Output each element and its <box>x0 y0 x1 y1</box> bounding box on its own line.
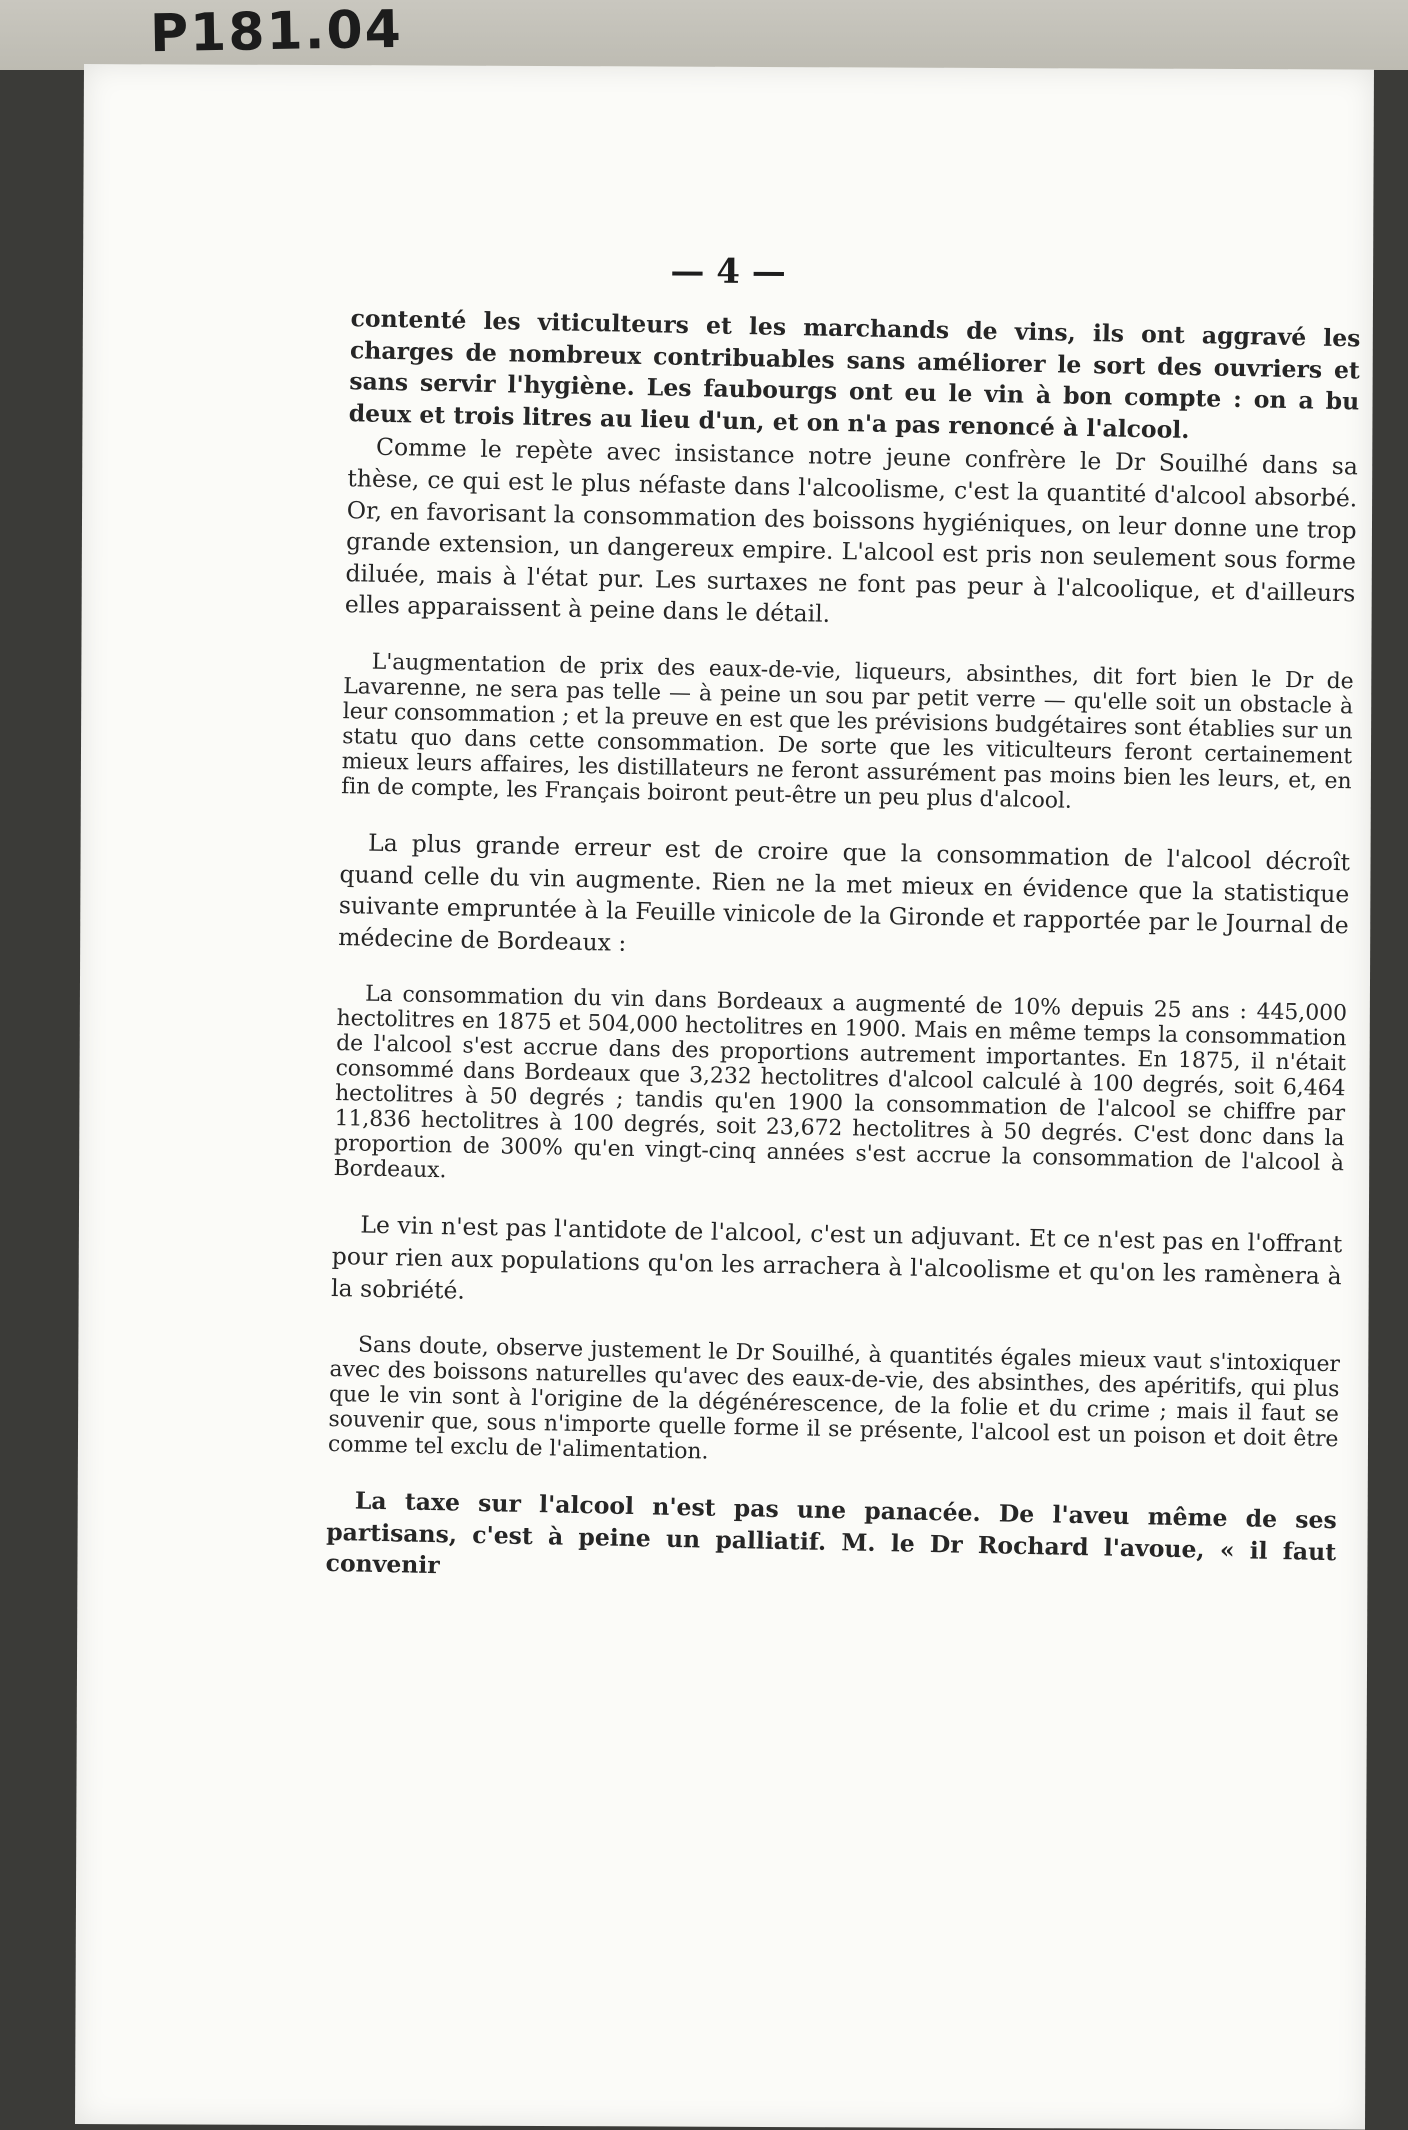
quoted-paragraph: Sans doute, observe justement le Dr Souilhé, à quantités égales mieux vaut s'intoxiquer avec des boissons naturelles qu'avec des eaux-de-vie, des absinthes, des apéritifs, qui plus que le vin sont à l'origine de la dégénérescence, de la folie et du crime ; mais il faut se souvenir que, sous n'importe quelle forme il se présente, l'alcool est un poison et doit être comme tel exclu de l'alimentation. <box>327 1332 1341 1465</box>
paragraph: Comme le repète avec insistance notre jeune confrère le Dr Souilhé dans sa thèse, ce qui est le plus néfaste dans l'alcoolisme, c'est la quantité d'alcool absorbé. Or, en favorisant la consommation des boissons hygiéniques, on leur donne une trop grande extension, un dangereux empire. L'alcool est pris non seulement sous forme diluée, mais à l'état pur. Les surtaxes ne font pas peur à l'alcoolique, et d'ailleurs elles apparaissent à peine dans le détail. <box>344 433 1359 629</box>
paragraph: La taxe sur l'alcool n'est pas une panacée. De l'aveu même de ses partisans, c'est à peine un palliatif. M. le Dr Rochard l'avoue, « il faut convenir <box>325 1486 1338 1580</box>
body-text <box>325 303 1360 1600</box>
archive-code-label: P181.04 <box>149 0 404 65</box>
paragraph-continuation: contenté les viticulteurs et les marchands de vins, ils ont aggravé les charges de nombreux contribuables sans améliorer le sort des ouvriers et sans servir l'hygiène. Les faubourgs ont eu le vin à bon compte : on a bu deux et trois litres au lieu d'un, et on n'a pas renoncé à l'alcool. <box>348 304 1361 444</box>
quoted-paragraph: L'augmentation de prix des eaux-de-vie, liqueurs, absinthes, dit fort bien le Dr de Lavarenne, ne sera pas telle — à peine un sou par petit verre — qu'elle soit un obstacle à leur consommation ; et la preuve en est que les prévisions budgétaires sont établies sur un statu quo dans cette consommation. De sorte que les viticulteurs feront certainement mieux leurs affaires, les distillateurs ne feront assurément pas moins bien les leurs, et, en fin de compte, les Français boiront peut-être un peu plus d'alcool. <box>341 649 1354 814</box>
page-number: — 4 — <box>670 251 786 293</box>
document-page <box>75 64 1374 2130</box>
quoted-paragraph: La consommation du vin dans Bordeaux a augmenté de 10% depuis 25 ans : 445,000 hectolitres en 1875 et 504,000 hectolitres en 1900. Mais en même temps la consommation de l'alcool s'est accrue dans des proportions autrement importantes. En 1875, il n'était consommé dans Bordeaux que 3,232 hectolitres d'alcool calculé à 100 degrés, soit 6,464 hectolitres à 50 degrés ; tandis qu'en 1900 la consommation de l'alcool se chiffre par 11,836 hectolitres à 100 degrés, soit 23,672 hectolitres à 50 degrés. C'est donc dans la proportion de 300% qu'en vingt-cinq années s'est accrue la consommation de l'alcool à Bordeaux. <box>333 981 1348 1184</box>
paragraph: Le vin n'est pas l'antidote de l'alcool, c'est un adjuvant. Et ce n'est pas en l'offrant pour rien aux populations qu'on les arrachera à l'alcoolisme et qu'on les ramènera à la sobriété. <box>330 1210 1343 1305</box>
paragraph: La plus grande erreur est de croire que la consommation de l'alcool décroît quand celle du vin augmente. Rien ne la met mieux en évidence que la statistique suivante empruntée à la Feuille vinicole de la Gironde et rapportée par le Journal de médecine de Bordeaux : <box>337 828 1351 957</box>
